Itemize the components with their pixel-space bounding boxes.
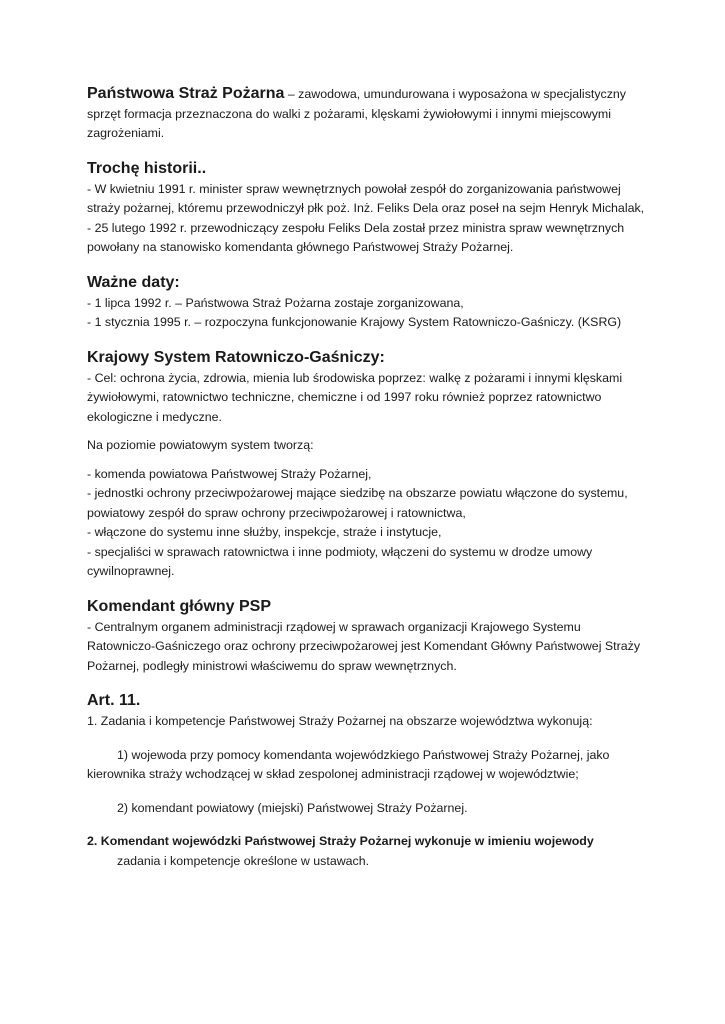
commander-text — [87, 618, 647, 677]
history-line: - 25 lutego 1992 r. przewodniczący zespołu Feliks Dela został przez ministra spraw wewnętrznych — [87, 220, 625, 235]
article-item-1-line-1: 1) wojewoda przy pomocy komendanta wojewódzkiego Państwowej Straży Pożarnej, jako — [117, 747, 610, 762]
article-paragraph-1: 1. Zadania i kompetencje Państwowej Straży Pożarnej na obszarze województwa wykonują: — [87, 714, 593, 728]
article-section — [87, 690, 647, 871]
date-line: - 1 lipca 1992 r. – Państwowa Straż Pożarna zostaje zorganizowana, — [87, 295, 464, 310]
commander-section — [87, 596, 647, 677]
ksrg-county-line: - włączone do systemu inne służby, inspekcje, straże i instytucje, — [87, 525, 442, 539]
history-line: straży pożarnej, któremu przewodniczył płk poż. Inż. Feliks Dela oraz poseł na sejm Henryk Michalak, — [87, 201, 645, 215]
dates-section — [87, 272, 647, 333]
article-paragraph-2-rest: zadania i kompetencje określone w ustawach. — [117, 853, 370, 868]
history-line: powołany na stanowisko komendanta głównego Państwowej Straży Pożarnej. — [87, 240, 514, 254]
dates-heading: Ważne daty: — [87, 273, 180, 291]
article-item-2: 2) komendant powiatowy (miejski) Państwowej Straży Pożarnej. — [117, 800, 468, 815]
intro-line-2: sprzęt formacja przeznaczona do walki z pożarami, klęskami żywiołowymi i innymi miejscowymi — [87, 106, 612, 121]
dates-text — [87, 294, 647, 333]
article-item-1-line-2: kierownika straży wchodzącej w skład zespolonej administracji rządowej w województwie; — [87, 767, 579, 781]
ksrg-county-line: - komenda powiatowa Państwowej Straży Pożarnej, — [87, 466, 372, 481]
ksrg-county-intro: Na poziomie powiatowym system tworzą: — [87, 438, 314, 452]
ksrg-goal-line: - Cel: ochrona życia, zdrowia, mienia lub środowiska poprzez: walkę z pożarami i innymi klęskami — [87, 370, 623, 385]
ksrg-heading: Krajowy System Ratowniczo-Gaśniczy: — [87, 348, 385, 366]
ksrg-county-line: cywilnoprawnej. — [87, 564, 175, 578]
ksrg-county-line: powiatowy zespół do spraw ochrony przeciwpożarowej i ratownictwa, — [87, 505, 466, 520]
intro-line-3: zagrożeniami. — [87, 126, 165, 140]
article-item-1 — [87, 746, 647, 785]
ksrg-goal — [87, 369, 647, 428]
intro-paragraph — [87, 84, 647, 144]
commander-line: - Centralnym organem administracji rządowej w sprawach organizacji Krajowego Systemu — [87, 619, 581, 634]
history-line: - W kwietniu 1991 r. minister spraw wewnętrznych powołał zespół do zorganizowania państwowej — [87, 181, 621, 196]
ksrg-county-line: - specjaliści w sprawach ratownictwa i inne podmioty, włączeni do systemu w drodze umowy — [87, 544, 593, 559]
article-paragraph-2-bold: 2. Komendant wojewódzki Państwowej Straży Pożarnej wykonuje w imieniu wojewody — [87, 834, 594, 848]
history-section — [87, 158, 647, 258]
ksrg-goal-line: ekologiczne i medyczne. — [87, 409, 222, 424]
document-page — [87, 84, 647, 871]
commander-heading: Komendant główny PSP — [87, 597, 272, 615]
intro-line-1: – zawodowa, umundurowana i wyposażona w specjalistyczny — [284, 87, 626, 101]
intro-title: Państwowa Straż Pożarna — [87, 85, 285, 102]
ksrg-section — [87, 347, 647, 582]
commander-line: Pożarnej, podległy ministrowi właściwemu do spraw wewnętrznych. — [87, 658, 457, 673]
article-paragraph-2 — [87, 832, 647, 871]
history-text — [87, 180, 647, 258]
commander-line: Ratowniczo-Gaśniczego oraz ochrony przeciwpożarowej jest Komendant Główny Państwowej Straży — [87, 639, 641, 653]
ksrg-goal-line: żywiołowymi, ratownictwo techniczne, chemiczne i od 1997 roku również poprzez ratownictwo — [87, 390, 602, 404]
date-line: - 1 stycznia 1995 r. – rozpoczyna funkcjonowanie Krajowy System Ratowniczo-Gaśniczy. (KSRG) — [87, 315, 622, 329]
ksrg-county-list — [87, 465, 647, 582]
history-heading: Trochę historii.. — [87, 159, 207, 177]
article-heading: Art. 11. — [87, 692, 141, 709]
ksrg-county-line: - jednostki ochrony przeciwpożarowej mające siedzibę na obszarze powiatu włączone do systemu, — [87, 486, 628, 500]
